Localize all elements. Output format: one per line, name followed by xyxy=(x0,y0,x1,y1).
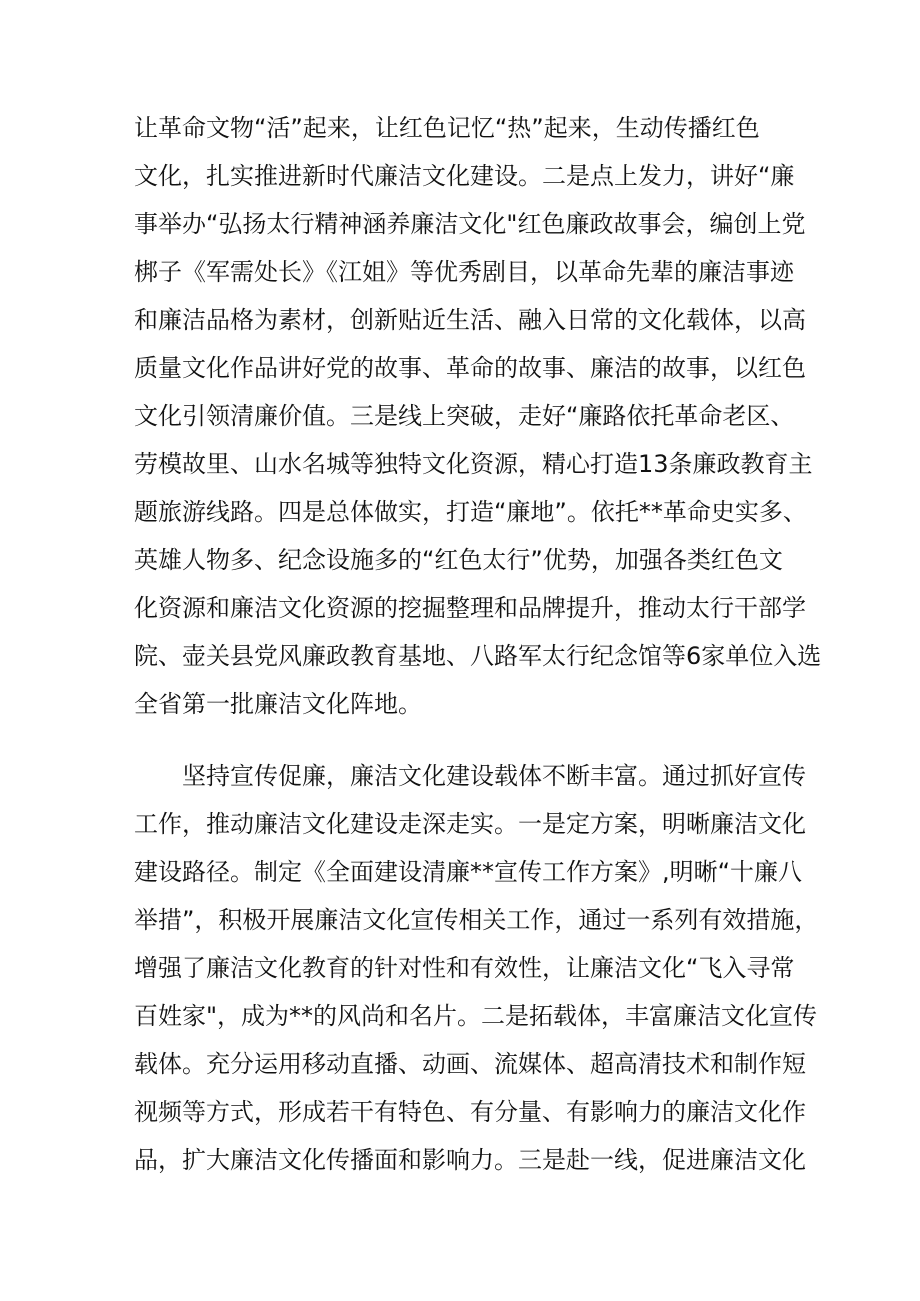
text-line: 英雄人物多、纪念设施多的“红色太行”优势，加强各类红色文 xyxy=(134,546,783,574)
text-line: 工作，推动廉洁文化建设走深走实。一是定方案，明晰廉洁文化 xyxy=(134,810,806,838)
text-line: 化资源和廉洁文化资源的挖掘整理和品牌提升，推动太行干部学 xyxy=(134,594,806,622)
text-line: 和廉洁品格为素材，创新贴近生活、融入日常的文化载体，以高 xyxy=(134,306,806,334)
text-line: 让革命文物“活”起来，让红色记忆“热”起来，生动传播红色 xyxy=(134,114,760,142)
text-line: 增强了廉洁文化教育的针对性和有效性，让廉洁文化“飞入寻常 xyxy=(134,954,795,982)
text-line: 品，扩大廉洁文化传播面和影响力。三是赴一线，促进廉洁文化 xyxy=(134,1146,806,1174)
paragraph-2 xyxy=(134,752,819,1184)
text-line: 梆子《军需处长》《江姐》等优秀剧目，以革命先辈的廉洁事迹 xyxy=(134,258,794,286)
text-line: 举措”，积极开展廉洁文化宣传相关工作，通过一系列有效措施， xyxy=(134,906,819,934)
text-line: 题旅游线路。四是总体做实，打造“廉地”。依托**革命史实多、 xyxy=(134,498,807,526)
text-line: 文化，扎实推进新时代廉洁文化建设。二是点上发力，讲好“廉 xyxy=(134,162,795,190)
document-page xyxy=(134,104,822,1184)
text-line: 视频等方式，形成若干有特色、有分量、有影响力的廉洁文化作 xyxy=(134,1098,806,1126)
text-line: 百姓家"，成为**的风尚和名片。二是拓载体，丰富廉洁文化宣传 xyxy=(134,1002,818,1030)
text-line: 建设路径。制定《全面建设清廉**宣传工作方案》,明晰“十廉八 xyxy=(134,858,803,886)
text-line: 院、壶关县党风廉政教育基地、八路军太行纪念馆等6家单位入选 xyxy=(134,642,822,670)
text-line: 全省第一批廉洁文化阵地。 xyxy=(134,690,422,718)
text-line: 坚持宣传促廉，廉洁文化建设载体不断丰富。通过抓好宣传 xyxy=(134,762,806,790)
text-line: 事举办“弘扬太行精神涵养廉洁文化"红色廉政故事会，编创上党 xyxy=(134,210,806,238)
paragraph-1 xyxy=(134,104,822,728)
paragraph-gap xyxy=(134,728,794,752)
text-line: 劳模故里、山水名城等独特文化资源，精心打造13条廉政教育主 xyxy=(134,450,813,478)
text-line: 质量文化作品讲好党的故事、革命的故事、廉洁的故事，以红色 xyxy=(134,354,806,382)
text-line: 载体。充分运用移动直播、动画、流媒体、超高清技术和制作短 xyxy=(134,1050,806,1078)
text-line: 文化引领清廉价值。三是线上突破，走好“廉路依托革命老区、 xyxy=(134,402,795,430)
